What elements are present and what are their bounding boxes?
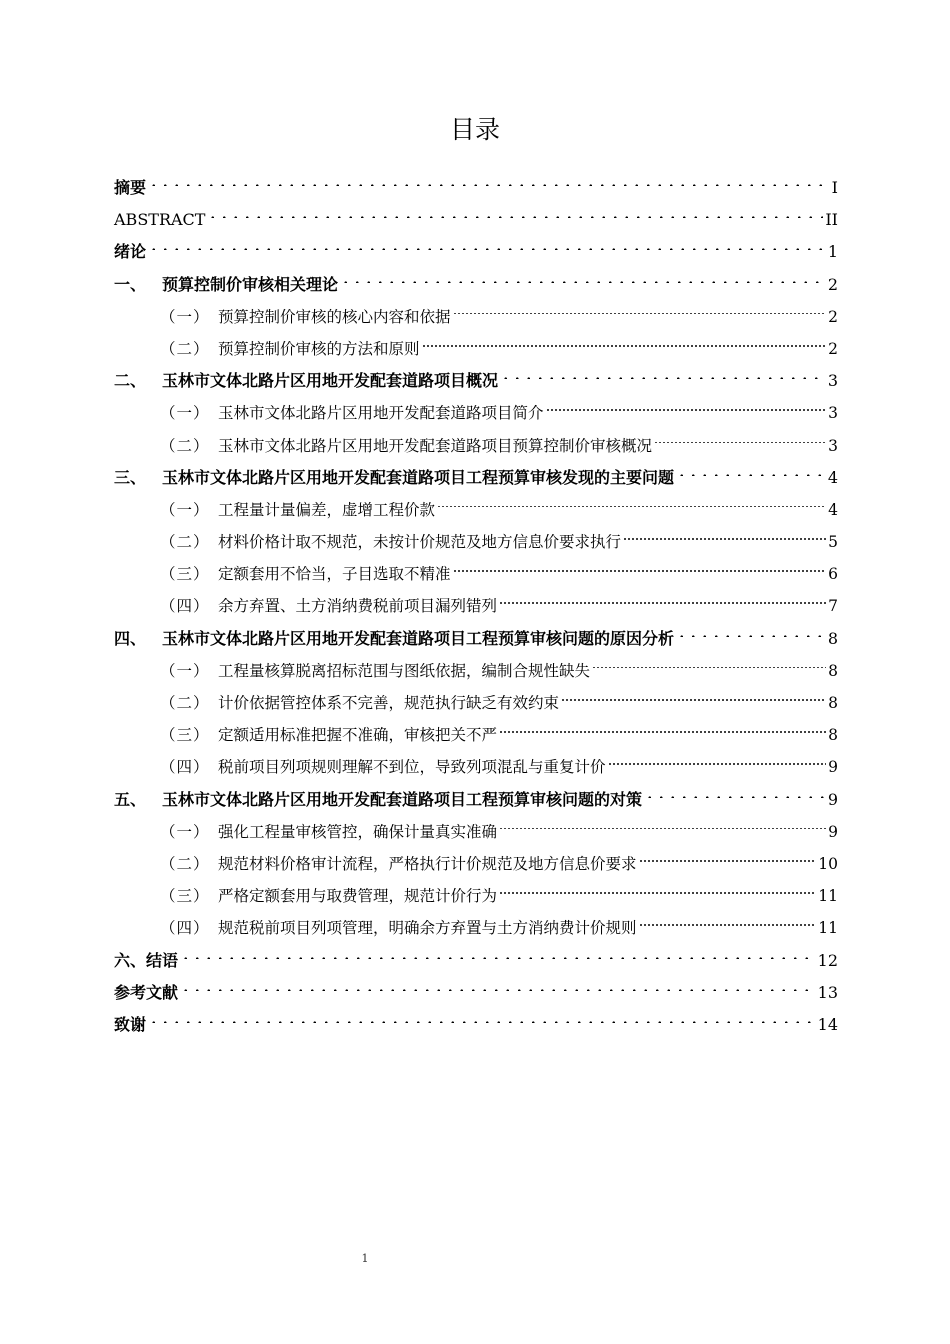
dot-leader xyxy=(148,1012,816,1026)
toc-subentry[interactable] xyxy=(114,719,838,751)
page-title: 目录 xyxy=(449,115,500,144)
toc-entry-number: 一、 xyxy=(114,274,147,294)
toc-entry-page: 2 xyxy=(828,339,838,358)
toc-entry[interactable] xyxy=(114,365,838,397)
dot-leader xyxy=(561,690,826,704)
toc-entry-title: 计价依据管控体系不完善，规范执行缺乏有效约束 xyxy=(218,694,560,712)
toc-entry-title: 定额套用不恰当，子目选取不精准 xyxy=(218,565,451,584)
toc-entry-number: （四） xyxy=(160,597,210,616)
toc-entry-number: （一） xyxy=(160,404,210,423)
toc-entry-page: 3 xyxy=(828,436,838,455)
toc-entry-number: （一） xyxy=(160,307,210,326)
toc-entry-title: ABSTRACT xyxy=(114,210,206,230)
toc-entry-title: 材料价格计取不规范，未按计价规范及地方信息价要求执行 xyxy=(218,533,622,552)
toc-subentry[interactable] xyxy=(114,848,838,880)
dot-leader xyxy=(499,722,826,736)
toc-entry-title: 工程量核算脱离招标范围与图纸依据，编制合规性缺失 xyxy=(218,661,591,680)
dot-leader xyxy=(499,819,826,833)
toc-entry-page: I xyxy=(831,178,838,197)
toc-entry-page: 1 xyxy=(827,242,838,262)
dot-leader xyxy=(546,400,827,414)
toc-entry-page: 9 xyxy=(828,758,838,777)
toc-subentry[interactable] xyxy=(114,687,838,719)
dot-leader xyxy=(676,465,826,479)
toc-entry-page: 8 xyxy=(827,628,838,648)
toc-entry-page: 9 xyxy=(827,789,838,809)
toc-entry[interactable] xyxy=(114,945,838,977)
toc-subentry[interactable] xyxy=(114,590,838,622)
toc-entry-title: 玉林市文体北路片区用地开发配套道路项目工程预算审核发现的主要问题 xyxy=(162,467,675,487)
toc-entry-number: （一） xyxy=(160,822,210,841)
toc-entry-title: 工程量计量偏差，虚增工程价款 xyxy=(218,500,436,519)
toc-entry-page: 11 xyxy=(818,919,838,938)
dot-leader xyxy=(148,239,826,253)
toc-entry-title: 玉林市文体北路片区用地开发配套道路项目工程预算审核问题的原因分析 xyxy=(162,628,675,648)
toc-entry-title: 玉林市文体北路片区用地开发配套道路项目概况 xyxy=(162,371,499,391)
toc-entry-title: 玉林市文体北路片区用地开发配套道路项目简介 xyxy=(218,404,544,423)
dot-leader xyxy=(499,593,826,607)
toc-entry-number: 五、 xyxy=(114,789,147,809)
toc-entry-number: （一） xyxy=(160,661,210,680)
toc-subentry[interactable] xyxy=(114,526,838,558)
toc-entry-page: 13 xyxy=(817,982,838,1002)
toc-entry-page: 7 xyxy=(828,597,838,616)
toc-entry-page: II xyxy=(825,210,838,230)
toc-entry-title: 绪论 xyxy=(114,242,147,262)
toc-entry[interactable] xyxy=(114,977,838,1009)
toc-entry-title: 规范税前项目列项管理，明确余方弃置与土方消纳费计价规则 xyxy=(218,919,637,938)
dot-leader xyxy=(608,754,827,768)
toc-entry-number: （二） xyxy=(160,436,210,455)
toc-subentry[interactable] xyxy=(114,430,838,462)
dot-leader xyxy=(422,336,827,350)
toc-entry-title: 六、结语 xyxy=(114,950,179,970)
toc-entry-number: 四、 xyxy=(114,628,147,648)
toc-entry[interactable] xyxy=(114,269,838,301)
toc-entry[interactable] xyxy=(114,172,838,204)
toc-entry[interactable] xyxy=(114,623,838,655)
dot-leader xyxy=(644,787,826,801)
toc-entry-page: 12 xyxy=(817,950,838,970)
toc-entry-title: 摘要 xyxy=(114,178,147,197)
toc-entry[interactable] xyxy=(114,462,838,494)
toc-entry-number: （二） xyxy=(160,533,210,552)
toc-entry-page: 8 xyxy=(828,661,838,680)
toc-entry-page: 9 xyxy=(828,822,838,841)
toc-entry-title: 致谢 xyxy=(114,1014,147,1034)
toc-entry-page: 4 xyxy=(828,500,838,519)
toc-entry-title: 玉林市文体北路片区用地开发配套道路项目工程预算审核问题的对策 xyxy=(162,789,643,809)
toc-subentry[interactable] xyxy=(114,397,838,429)
toc-entry-title: 参考文献 xyxy=(114,982,179,1002)
toc-entry-title: 定额适用标准把握不准确，审核把关不严 xyxy=(218,726,498,745)
toc-entry-number: （二） xyxy=(160,694,210,712)
dot-leader xyxy=(499,883,816,897)
table-of-contents xyxy=(114,172,838,1041)
toc-subentry[interactable] xyxy=(114,912,838,944)
toc-entry-title: 余方弃置、土方消纳费税前项目漏列错列 xyxy=(218,597,498,616)
toc-subentry[interactable] xyxy=(114,558,838,590)
toc-entry-title: 规范材料价格审计流程，严格执行计价规范及地方信息价要求 xyxy=(218,854,637,873)
dot-leader xyxy=(639,851,817,865)
toc-entry-page: 11 xyxy=(818,887,838,906)
toc-entry[interactable] xyxy=(114,236,838,268)
dot-leader xyxy=(453,561,827,575)
toc-entry-number: （四） xyxy=(160,758,210,777)
toc-subentry[interactable] xyxy=(114,880,838,912)
toc-entry-title: 严格定额套用与取费管理，规范计价行为 xyxy=(218,887,498,906)
toc-entry-page: 3 xyxy=(828,404,838,423)
dot-leader xyxy=(654,433,826,447)
toc-entry-page: 2 xyxy=(827,274,838,294)
toc-entry-number: （三） xyxy=(160,565,210,584)
toc-entry[interactable] xyxy=(114,784,838,816)
toc-entry-number: （二） xyxy=(160,339,210,358)
toc-entry-page: 4 xyxy=(827,467,838,487)
toc-entry-page: 2 xyxy=(828,307,838,326)
page-number: 1 xyxy=(361,1252,369,1265)
toc-entry-number: 二、 xyxy=(114,371,147,391)
toc-entry-title: 预算控制价审核相关理论 xyxy=(162,274,339,294)
dot-leader xyxy=(500,368,826,382)
toc-entry-title: 税前项目列项规则理解不到位，导致列项混乱与重复计价 xyxy=(218,758,606,777)
toc-entry[interactable] xyxy=(114,1009,838,1041)
dot-leader xyxy=(148,175,828,189)
toc-entry-number: （二） xyxy=(160,854,210,873)
dot-leader xyxy=(676,626,826,640)
toc-entry-title: 预算控制价审核的方法和原则 xyxy=(218,339,420,358)
dot-leader xyxy=(180,948,816,962)
toc-subentry[interactable] xyxy=(114,816,838,848)
toc-subentry[interactable] xyxy=(114,655,838,687)
toc-entry-title: 预算控制价审核的核心内容和依据 xyxy=(218,307,451,326)
dot-leader xyxy=(180,980,816,994)
toc-entry-number: （三） xyxy=(160,887,210,906)
toc-entry-page: 14 xyxy=(817,1014,838,1034)
toc-entry-page: 5 xyxy=(828,533,838,552)
dot-leader xyxy=(207,207,823,221)
toc-entry-number: （四） xyxy=(160,919,210,938)
toc-entry-title: 强化工程量审核管控，确保计量真实准确 xyxy=(218,822,498,841)
toc-entry-page: 6 xyxy=(828,565,838,584)
dot-leader xyxy=(453,304,827,318)
toc-entry-page: 8 xyxy=(828,726,838,745)
toc-subentry[interactable] xyxy=(114,301,838,333)
toc-entry[interactable] xyxy=(114,204,838,236)
toc-subentry[interactable] xyxy=(114,333,838,365)
toc-entry-page: 10 xyxy=(818,854,838,873)
toc-subentry[interactable] xyxy=(114,751,838,783)
toc-entry-title: 玉林市文体北路片区用地开发配套道路项目预算控制价审核概况 xyxy=(218,436,653,455)
dot-leader xyxy=(340,272,826,286)
toc-entry-number: （一） xyxy=(160,500,210,519)
toc-entry-number: 三、 xyxy=(114,467,147,487)
dot-leader xyxy=(592,658,826,672)
toc-entry-page: 3 xyxy=(827,371,838,391)
toc-entry-number: （三） xyxy=(160,726,210,745)
toc-subentry[interactable] xyxy=(114,494,838,526)
toc-entry-page: 8 xyxy=(828,694,838,712)
dot-leader xyxy=(623,529,826,543)
dot-leader xyxy=(639,915,817,929)
dot-leader xyxy=(437,497,826,511)
